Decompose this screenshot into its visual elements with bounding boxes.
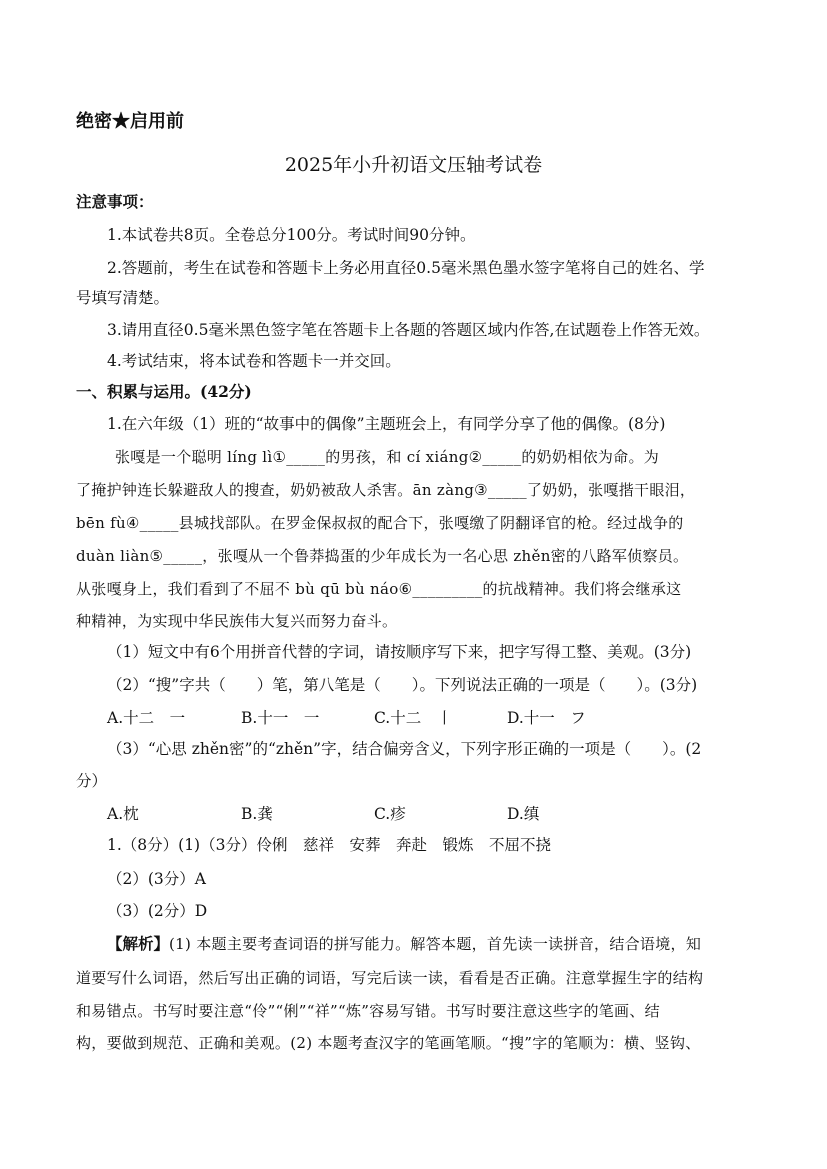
section-heading: 一、积累与运用。(42分) bbox=[76, 382, 252, 401]
notice-item-3: 3.请用直径0.5毫米黑色签字笔在答题卡上各题的答题区域内作答,在试题卷上作答无效。 bbox=[107, 321, 710, 339]
passage-line-6: 种精神，为实现中华民族伟大复兴而努力奋斗。 bbox=[76, 612, 398, 630]
analysis-label: 【解析】 bbox=[107, 934, 170, 953]
exam-title: 2025年小升初语文压轴考试卷 bbox=[284, 154, 543, 176]
option-d: D.十一 フ bbox=[507, 709, 586, 727]
option-d: D.缜 bbox=[507, 805, 540, 823]
passage-line-4: duàn liàn⑤_____，张嘎从一个鲁莽捣蛋的少年成长为一名心思 zhěn密的八路军侦察员。 bbox=[76, 547, 689, 565]
confidential-label: 绝密★启用前 bbox=[76, 111, 184, 132]
answer-1: 1.（8分）(1)（3分）伶俐 慈祥 安葬 奔赴 锻炼 不屈不挠 bbox=[107, 836, 551, 854]
option-a: A.枕 bbox=[107, 805, 139, 823]
sub-question-2: （2）“搜”字共（ ）笔，第八笔是（ ）。下列说法正确的一项是（ ）。(3分) bbox=[107, 676, 698, 694]
answer-3: （3）(2分）D bbox=[107, 902, 208, 920]
analysis-line-2: 道要写什么词语，然后写出正确的词语，写完后读一读，看看是否正确。注意掌握生字的结构 bbox=[76, 969, 704, 987]
question-1-stem: 1.在六年级（1）班的“故事中的偶像”主题班会上，有同学分享了他的偶像。(8分) bbox=[107, 415, 666, 433]
analysis-line-4: 构，要做到规范、正确和美观。(2) 本题考查汉字的笔画笔顺。“搜”字的笔顺为：横、竖钩、 bbox=[76, 1034, 701, 1052]
analysis-line-1 bbox=[107, 934, 701, 954]
notice-item-4: 4.考试结束，将本试卷和答题卡一并交回。 bbox=[107, 352, 401, 370]
analysis-text: (1) 本题主要考查词语的拼写能力。解答本题，首先读一读拼音，结合语境，知 bbox=[169, 935, 702, 953]
analysis-line-3: 和易错点。书写时要注意“伶”“俐”“祥”“炼”容易写错。书写时要注意这些字的笔画、结 bbox=[76, 1002, 660, 1020]
answer-2: （2）(3分）A bbox=[107, 870, 206, 888]
passage-line-5: 从张嘎身上，我们看到了不屈不 bù qū bù náo⑥_________的抗战精神。我们将会继承这 bbox=[76, 580, 682, 598]
notice-item-2: 2.答题前，考生在试卷和答题卡上务必用直径0.5毫米黑色墨水签字笔将自己的姓名、学 bbox=[107, 259, 705, 277]
option-b: B.龚 bbox=[241, 805, 273, 823]
sub-question-3: （3）“心思 zhěn密”的“zhěn”字，结合偏旁含义，下列字形正确的一项是（ ）。(2 bbox=[107, 740, 702, 758]
option-b: B.十一 一 bbox=[241, 709, 320, 727]
passage-line-2: 了掩护钟连长躲避敌人的搜查，奶奶被敌人杀害。ān zàng③_____了奶奶，张嘎揩干眼泪， bbox=[76, 481, 696, 499]
passage-line-3: bēn fù④_____县城找部队。在罗金保叔叔的配合下，张嘎缴了阴翻译官的枪。经过战争的 bbox=[76, 514, 684, 532]
sub-question-3-cont: 分） bbox=[76, 772, 108, 790]
option-c: C.疹 bbox=[374, 805, 406, 823]
option-c: C.十二 丨 bbox=[374, 709, 453, 727]
option-a: A.十二 一 bbox=[107, 709, 186, 727]
notice-item-2-cont: 号填写清楚。 bbox=[76, 289, 170, 307]
notice-item-1: 1.本试卷共8页。全卷总分100分。考试时间90分钟。 bbox=[107, 226, 476, 244]
notice-heading: 注意事项： bbox=[76, 192, 154, 211]
passage-line-1: 张嘎是一个聪明 líng lì①_____的男孩，和 cí xiáng②_____的奶奶相依为命。为 bbox=[115, 448, 660, 466]
sub-question-1: （1）短文中有6个用拼音代替的字词，请按顺序写下来，把字写得工整、美观。(3分) bbox=[107, 643, 692, 661]
